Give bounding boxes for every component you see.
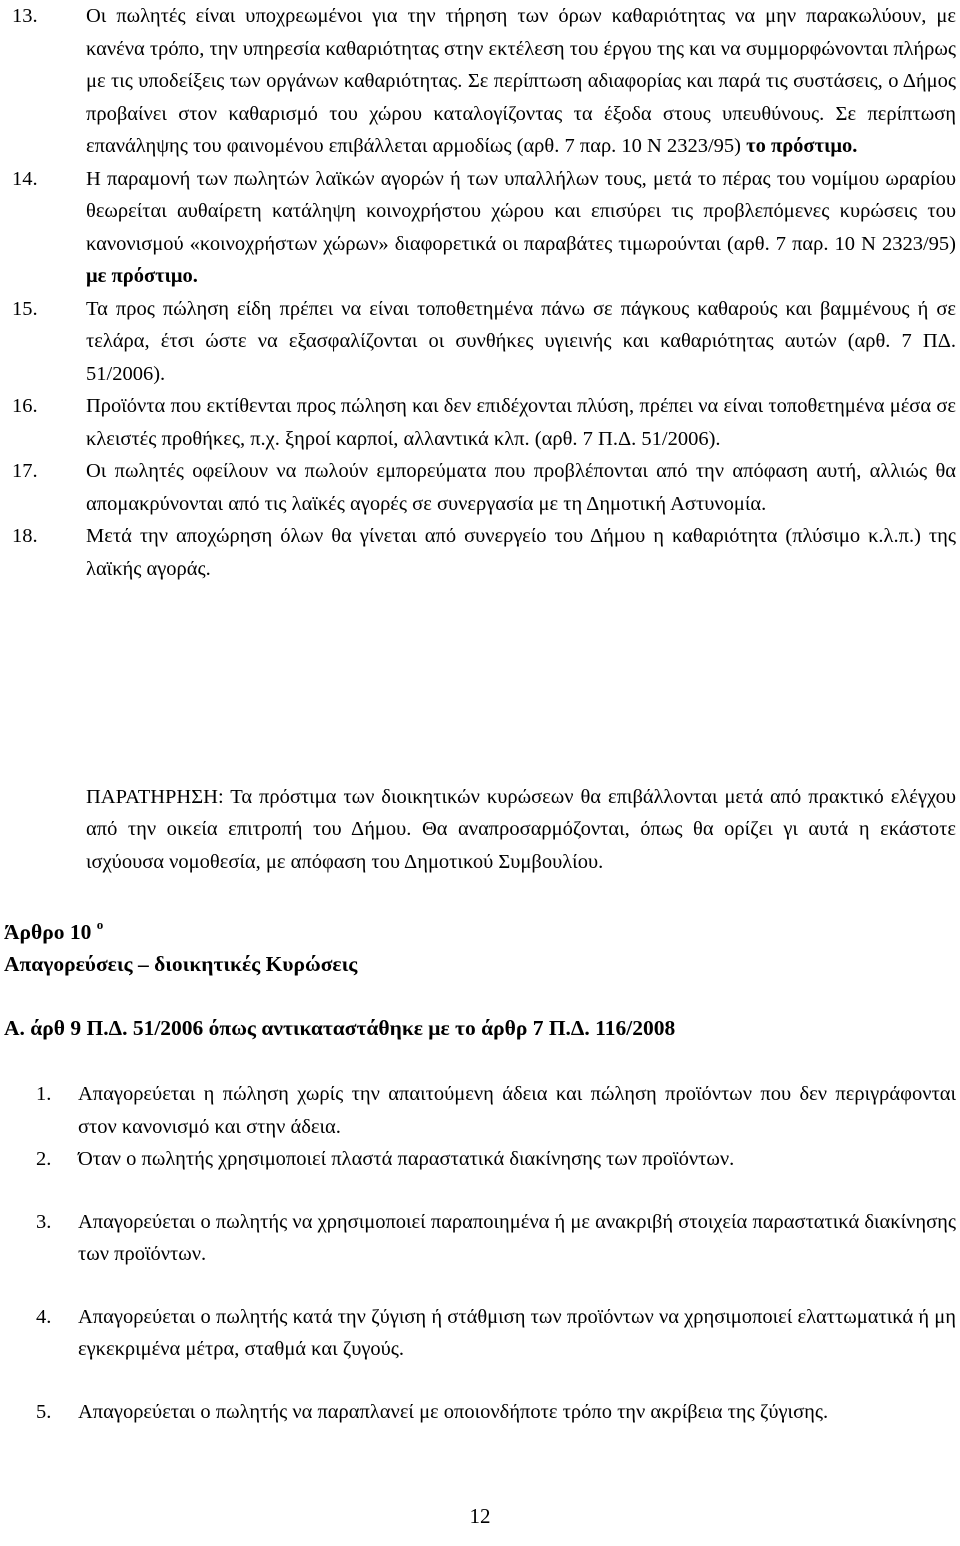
fine-emphasis: με πρόστιμο.	[86, 265, 198, 287]
item-number: 16.	[12, 395, 38, 417]
item-text: Οι πωλητές οφείλουν να πωλούν εμπορεύματα που προβλέπονται από την απόφαση αυτή, αλλιώς θα απομακρύνονται από τις λαϊκές αγορές σε συνεργασία με τη Δημοτική Αστυνομία.	[86, 460, 956, 515]
item-text: Όταν ο πωλητής χρησιμοποιεί πλαστά παραστατικά διακίνησης των προϊόντων.	[78, 1148, 735, 1170]
list-item-18	[12, 520, 956, 585]
prohibition-item-1	[36, 1078, 956, 1143]
item-number: 5.	[36, 1400, 52, 1423]
item-text: Μετά την αποχώρηση όλων θα γίνεται από συνεργείο του Δήμου η καθαριότητα (πλύσιμο κ.λ.π.) της λαϊκής αγοράς.	[86, 525, 956, 580]
item-text: Η παραμονή των πωλητών λαϊκών αγορών ή των υπαλλήλων τους, μετά το πέρας του νομίμου ωραρίου θεωρείται αυθαίρετη κατάληψη κοινοχρήστου χώρου και επισύρει τις προβλεπόμενες κυρώσεις του κανονισμού «κοινοχρήστων χώρων» διαφορετικά οι παραβάτες τιμωρούνται (αρθ. 7 παρ. 10 Ν 2323/95) με πρόστιμο.	[86, 167, 956, 287]
item-number: 17.	[12, 460, 38, 482]
item-number: 14.	[12, 167, 38, 190]
page-number: 12	[469, 1504, 491, 1528]
item-text: Απαγορεύεται η πώληση χωρίς την απαιτούμενη άδεια και πώληση προϊόντων που δεν περιγράφονται στον κανονισμό και στην άδεια.	[78, 1083, 956, 1138]
prohibition-item-3	[36, 1206, 956, 1271]
fine-emphasis: το πρόστιμο.	[746, 135, 858, 157]
item-text: Απαγορεύεται ο πωλητής να χρησιμοποιεί παραποιημένα ή με ανακριβή στοιχεία παραστατικά διακίνησης των προϊόντων.	[78, 1210, 956, 1265]
item-text: Προϊόντα που εκτίθενται προς πώληση και δεν επιδέχονται πλύση, πρέπει να είναι τοποθετημένα μέσα σε κλειστές προθήκες, π.χ. ξηροί καρποί, αλλαντικά κλπ. (αρθ. 7 Π.Δ. 51/2006).	[86, 395, 956, 450]
item-number: 4.	[36, 1305, 52, 1328]
prohibition-item-2	[36, 1143, 956, 1176]
prohibition-item-4	[36, 1301, 956, 1366]
item-number: 2.	[36, 1148, 52, 1170]
item-text: Απαγορεύεται ο πωλητής κατά την ζύγιση ή στάθμιση των προϊόντων να χρησιμοποιεί ελαττωματικά ή μη εγκεκριμένα μέτρα, σταθμά και ζυγούς.	[78, 1305, 956, 1360]
list-item-16	[12, 390, 956, 455]
item-number: 3.	[36, 1210, 52, 1233]
obligations-list	[12, 0, 956, 585]
list-item-14	[12, 163, 956, 293]
note-paragraph: ΠΑΡΑΤΗΡΗΣΗ: Τα πρόστιμα των διοικητικών κυρώσεων θα επιβάλλονται μετά από πρακτικό ελέγχου από την οικεία επιτροπή του Δήμου. Θα αναπροσαρμόζονται, όπως θα ορίζει γι αυτά η εκάστοτε ισχύουσα νομοθεσία, με απόφαση του Δημοτικού Συμβουλίου.	[86, 785, 956, 873]
prohibition-item-5	[36, 1396, 956, 1429]
prohibitions-list	[36, 1078, 956, 1428]
item-text: Απαγορεύεται ο πωλητής να παραπλανεί με οποιονδήποτε τρόπο την ακρίβεια της ζύγισης.	[78, 1400, 829, 1423]
list-item-15	[12, 293, 956, 391]
article-subtitle: Απαγορεύσεις – διοικητικές Κυρώσεις	[4, 952, 358, 976]
item-number: 18.	[12, 525, 38, 547]
article-heading	[4, 916, 357, 980]
item-text: Οι πωλητές είναι υποχρεωμένοι για την τήρηση των όρων καθαριότητας να μην παρακωλύουν, με κανένα τρόπο, την υπηρεσία καθαριότητας στην εκτέλεση του έργου της και να συμμορφώνονται πλήρως με τις υποδείξεις των οργάνων καθαριότητας. Σε περίπτωση αδιαφορίας και παρά τις συστάσεις, ο Δήμος προβαίνει στον καθαρισμό του χώρου καταλογίζοντας τα έξοδα στους υπευθύνους. Σε περίπτωση επανάληψης του φαινομένου επιβάλλεται αρμοδίως (αρθ. 7 παρ. 10 Ν 2323/95) το πρόστιμο.	[86, 5, 956, 157]
list-item-13	[12, 0, 956, 163]
list-item-17	[12, 455, 956, 520]
legal-reference-heading: Α. άρθ 9 Π.Δ. 51/2006 όπως αντικαταστάθηκε με το άρθρ 7 Π.Δ. 116/2008	[4, 1016, 676, 1040]
item-number: 15.	[12, 297, 38, 320]
item-number: 13.	[12, 5, 38, 27]
article-title: Άρθρο 10 $^o$	[4, 917, 104, 944]
item-text: Τα προς πώληση είδη πρέπει να είναι τοποθετημένα πάνω σε πάγκους καθαρούς και βαμμένους ή σε τελάρα, έτσι ώστε να εξασφαλίζονται οι συνθήκες υγιεινής και καθαριότητας αυτών (αρθ. 7 ΠΔ. 51/2006).	[86, 297, 956, 385]
ordinal-superscript: ο	[96, 917, 104, 932]
item-number: 1.	[36, 1083, 52, 1105]
